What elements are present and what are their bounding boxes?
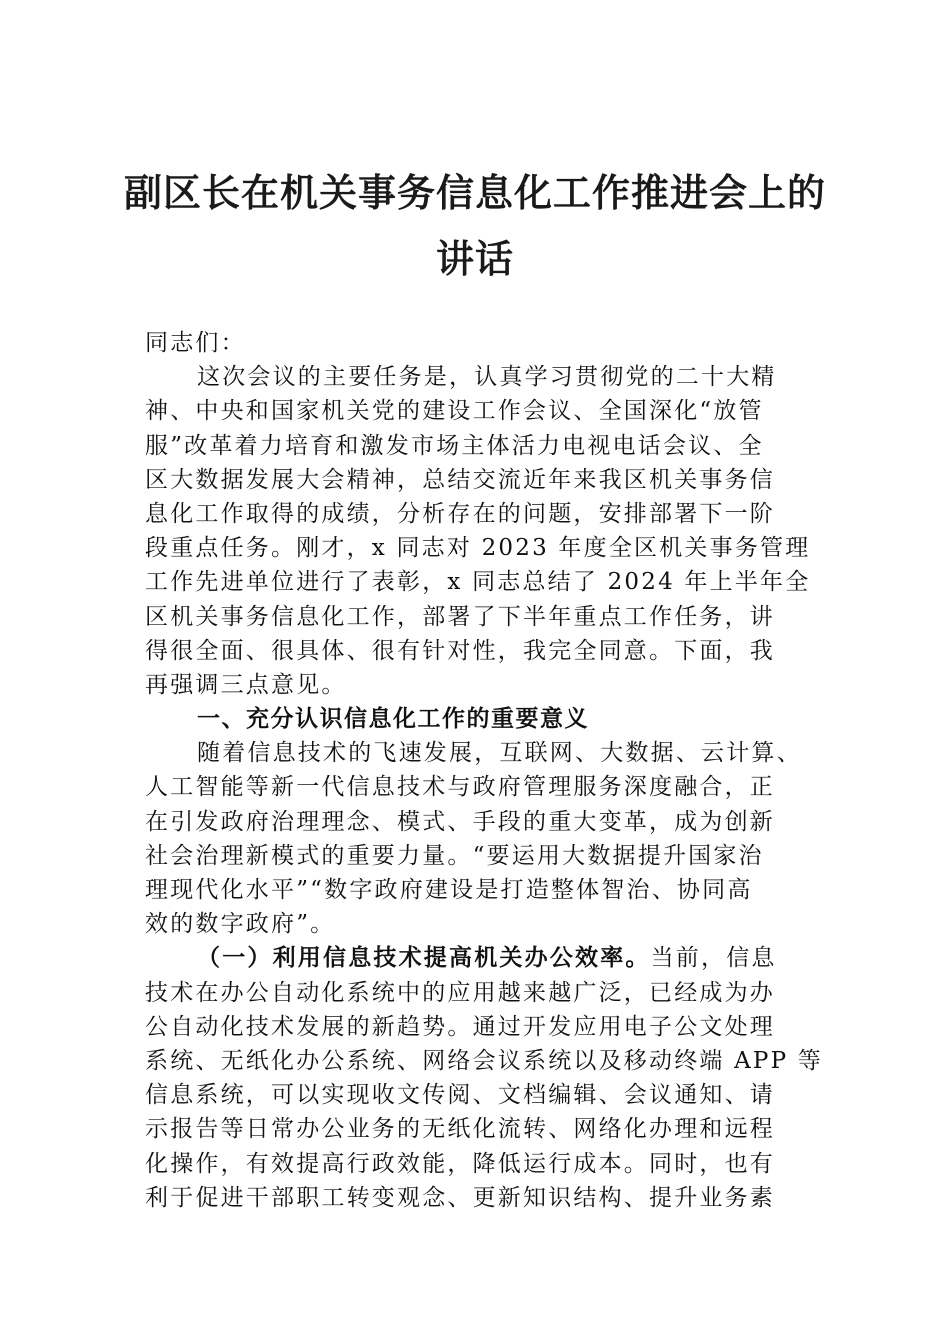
subsection-line <box>145 941 805 975</box>
paragraph-line: 得很全面、很具体、很有针对性，我完全同意。下面，我 <box>145 637 775 664</box>
paragraph-line: 利于促进干部职工转变观念、更新知识结构、提升业务素 <box>145 1184 775 1211</box>
paragraph-line: 公自动化技术发展的新趋势。通过开发应用电子公文处理 <box>145 1013 775 1040</box>
paragraph-line: 系统、无纸化办公系统、网络会议系统以及移动终端 APP 等 <box>145 1047 823 1074</box>
paragraph-line: 技术在办公自动化系统中的应用越来越广泛，已经成为办 <box>145 979 775 1006</box>
paragraph-line: 理现代化水平”“数字政府建设是打造整体智治、协同高 <box>145 877 753 903</box>
paragraph-line: 化操作，有效提高行政效能，降低运行成本。同时，也有 <box>145 1150 775 1177</box>
paragraph-line: 再强调三点意见。 <box>145 671 347 698</box>
paragraph-line: 信息系统，可以实现收文传阅、文档编辑、会议通知、请 <box>145 1082 775 1109</box>
document-title-line-1: 副区长在机关事务信息化工作推进会上的 <box>123 171 826 215</box>
subsection-heading: （一）利用信息技术提高机关办公效率。 <box>197 944 651 972</box>
section-heading: 一、充分认识信息化工作的重要意义 <box>197 706 589 733</box>
paragraph-line: 随着信息技术的飞速发展，互联网、大数据、云计算、 <box>197 740 802 767</box>
document-title-line-2: 讲话 <box>435 237 514 281</box>
paragraph-line: 人工智能等新一代信息技术与政府管理服务深度融合，正 <box>145 774 775 801</box>
paragraph-line: 在引发政府治理理念、模式、手段的重大变革，成为创新 <box>145 808 775 835</box>
paragraph-line: 示报告等日常办公业务的无纸化流转、网络化办理和远程 <box>145 1116 775 1143</box>
paragraph-line: 区大数据发展大会精神，总结交流近年来我区机关事务信 <box>145 466 775 493</box>
subsection-text: 当前，信息 <box>650 945 777 972</box>
paragraph-line: 区机关事务信息化工作，部署了下半年重点工作任务，讲 <box>145 603 775 630</box>
salutation: 同志们： <box>145 330 246 356</box>
paragraph-line: 服”改革着力培育和激发市场主体活力电视电话会议、全 <box>145 432 764 459</box>
paragraph-line: 息化工作取得的成绩，分析存在的问题，安排部署下一阶 <box>145 500 775 527</box>
paragraph-line: 段重点任务。刚才，x 同志对 2023 年度全区机关事务管理 <box>145 535 811 562</box>
paragraph-line: 社会治理新模式的重要力量。“要运用大数据提升国家治 <box>145 842 764 869</box>
paragraph-line: 效的数字政府”。 <box>145 911 336 938</box>
paragraph-line: 工作先进单位进行了表彰，x 同志总结了 2024 年上半年全 <box>145 569 811 596</box>
paragraph-line: 神、中央和国家机关党的建设工作会议、全国深化“放管 <box>145 398 764 425</box>
document-body <box>145 326 823 1215</box>
paragraph-line: 这次会议的主要任务是，认真学习贯彻党的二十大精 <box>197 364 777 391</box>
